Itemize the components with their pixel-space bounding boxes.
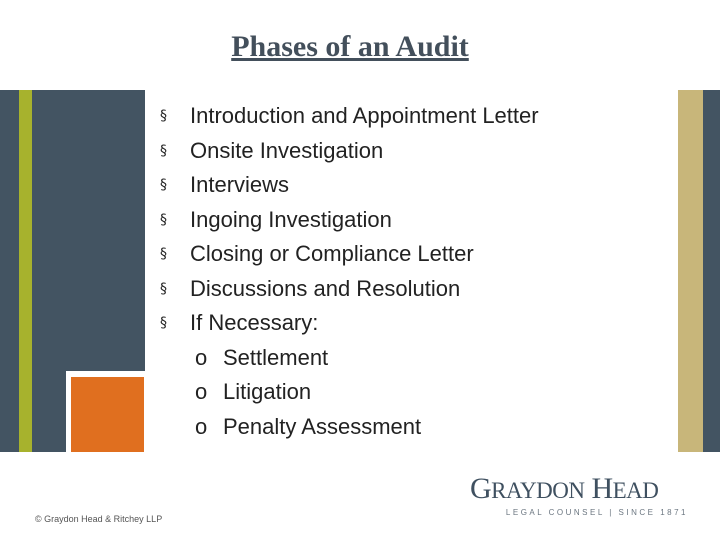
bullet-item: [160, 238, 539, 273]
orange-accent-box: [71, 377, 144, 452]
bullet-text: Introduction and Appointment Letter: [190, 103, 539, 128]
sub-bullet-marker: o: [195, 379, 208, 404]
right-slate-stripe: [703, 90, 720, 452]
logo-tagline: LEGAL COUNSEL | SINCE 1871: [505, 508, 688, 517]
bullet-item: [160, 100, 539, 135]
bullet-text: Onsite Investigation: [190, 137, 384, 163]
bullet-marker: §: [160, 142, 167, 159]
slide-title: Phases of an Audit: [231, 30, 469, 63]
bullet-text: Discussions and Resolution: [190, 275, 461, 301]
bullet-marker: §: [160, 280, 167, 297]
bullet-marker: §: [160, 177, 167, 193]
bullet-marker: §: [160, 108, 167, 124]
bullet-item: [160, 169, 539, 204]
bullet-text: If Necessary:: [190, 310, 319, 335]
sub-bullet-marker: o: [195, 413, 208, 439]
sub-bullet-item: [160, 342, 539, 377]
bullet-item: [160, 204, 539, 239]
bullet-item: [160, 307, 539, 342]
sub-bullet-item: [160, 411, 539, 446]
bullet-text: Ingoing Investigation: [190, 206, 392, 232]
sub-bullet-marker: o: [195, 344, 208, 370]
bullet-marker: §: [160, 246, 167, 262]
bullet-item: [160, 273, 539, 308]
sub-bullet-text: Penalty Assessment: [223, 413, 422, 439]
bullet-text: Interviews: [190, 172, 290, 197]
bullet-marker: §: [160, 315, 167, 331]
sub-bullet-item: [160, 376, 539, 411]
bullet-marker: §: [160, 211, 167, 228]
graydon-head-logo: [470, 474, 688, 518]
left-green-stripe: [19, 90, 32, 452]
bullet-item: [160, 135, 539, 170]
logo-wordmark: GRAYDON HEAD: [470, 472, 659, 505]
sub-bullet-text: Settlement: [223, 344, 329, 370]
copyright-footer: © Graydon Head & Ritchey LLP: [35, 514, 163, 524]
bullet-list: [160, 100, 539, 445]
right-tan-stripe: [678, 90, 703, 452]
sub-bullet-text: Litigation: [223, 379, 312, 404]
bullet-text: Closing or Compliance Letter: [190, 241, 474, 266]
